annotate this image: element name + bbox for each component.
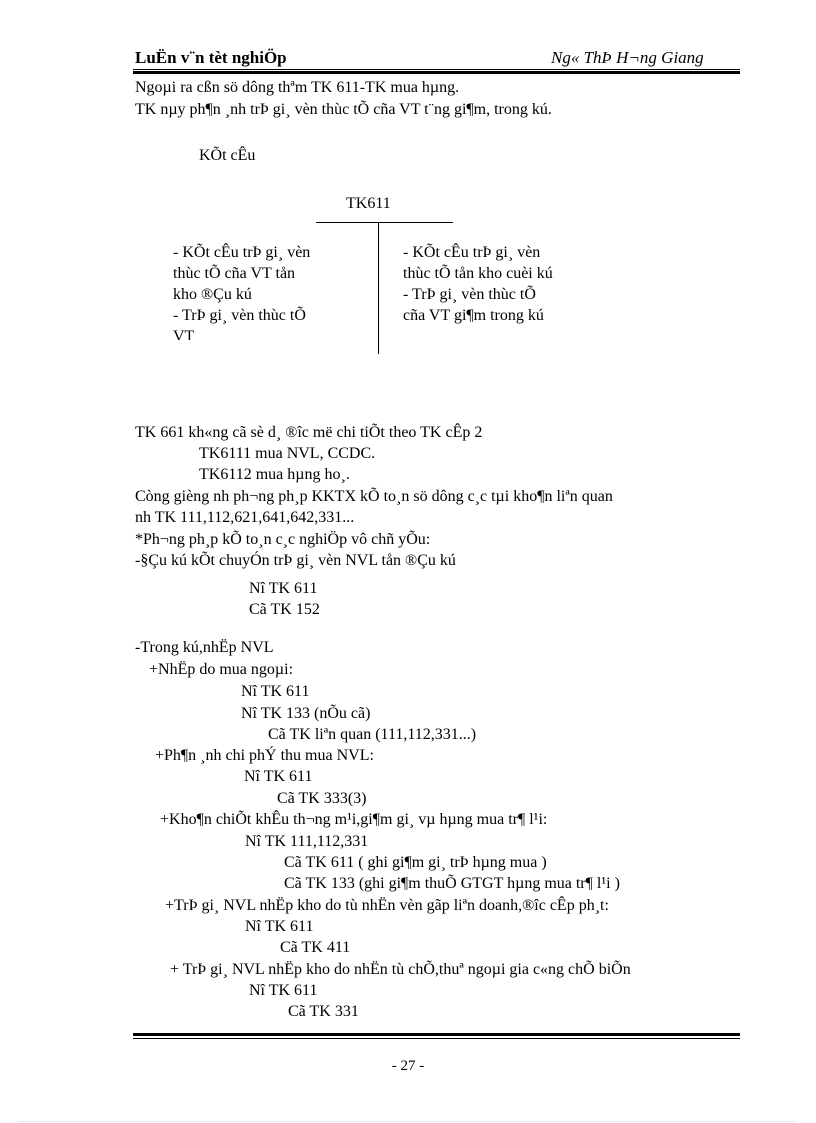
t-account-vertical-line <box>378 222 379 354</box>
debit-line: kho ®Çu kú <box>173 286 252 303</box>
body-line: + TrÞ gi¸ NVL nhËp kho do nhËn tù chÕ,thuª ngoµi gia c«ng chÕ biÕn <box>170 961 631 978</box>
body-line: +Ph¶n ¸nh chi phÝ thu mua NVL: <box>155 747 374 764</box>
page-number: - 27 - <box>391 1058 425 1074</box>
body-line: TK 661 kh«ng cã sè d¸ ®îc më chi tiÕt theo TK cÊp 2 <box>135 424 483 441</box>
body-line: Nî TK 611 <box>249 982 318 999</box>
body-line: Nî TK 133 (nÕu cã) <box>241 705 371 722</box>
intro-line-1: Ngoµi ra cßn sö dông thªm TK 611-TK mua hµng. <box>135 79 460 96</box>
body-line: Cã TK 611 ( ghi gi¶m gi¸ trÞ hµng mua ) <box>284 854 547 871</box>
body-line: Nî TK 611 <box>244 768 313 785</box>
header-rule-thick <box>133 71 740 74</box>
body-line: Nî TK 111,112,331 <box>245 833 369 850</box>
body-line: Cã TK 333(3) <box>277 790 367 807</box>
intro-line-2: TK nµy ph¶n ¸nh trÞ gi¸ vèn thùc tÕ cña VT t¨ng gi¶m, trong kú. <box>135 101 552 118</box>
body-line: +Kho¶n chiÕt khÊu th¬ng m¹i,gi¶m gi¸ vµ hµng mua tr¶ l¹i: <box>160 811 548 828</box>
body-line: *Ph¬ng ph¸p kÕ to¸n c¸c nghiÖp vô chñ yÕu: <box>135 531 431 548</box>
footer-rule-thin <box>133 1038 740 1039</box>
body-line: Nî TK 611 <box>245 918 314 935</box>
body-line: Cã TK 411 <box>280 939 351 956</box>
body-line: -§Çu kú kÕt chuyÓn trÞ gi¸ vèn NVL tån ®Çu kú <box>135 552 456 569</box>
header-thesis-title: LuËn v¨n tèt nghiÖp <box>135 48 287 67</box>
credit-line: cña VT gi¶m trong kú <box>403 307 544 324</box>
body-line: Nî TK 611 <box>241 683 310 700</box>
header-author-name: Ng« ThÞ H¬ng Giang <box>551 48 704 67</box>
t-account-title: TK611 <box>346 195 391 212</box>
body-line: Còng gièng nh ph¬ng ph¸p KKTX kÕ to¸n sö dông c¸c tµi kho¶n liªn quan <box>135 488 613 505</box>
body-line: Nî TK 611 <box>249 580 318 597</box>
page-edge-dotted-line <box>20 1121 796 1122</box>
body-line: Cã TK 331 <box>288 1003 359 1020</box>
body-line: Cã TK 152 <box>249 601 320 615</box>
body-line: Cã TK liªn quan (111,112,331...) <box>268 726 477 743</box>
header-rule-thin <box>133 69 740 70</box>
t-account-horizontal-line <box>316 222 453 223</box>
body-line: TK6111 mua NVL, CCDC. <box>199 445 376 462</box>
body-line: nh TK 111,112,621,641,642,331... <box>135 509 355 526</box>
debit-line: - KÕt cÊu trÞ gi¸ vèn <box>173 244 311 261</box>
debit-line: - TrÞ gi¸ vèn thùc tÕ <box>173 307 306 324</box>
t-account-credit-side <box>403 242 633 326</box>
body-line: -Trong kú,nhËp NVL <box>135 639 274 656</box>
credit-line: - KÕt cÊu trÞ gi¸ vèn <box>403 244 541 261</box>
credit-line: - TrÞ gi¸ vèn thùc tÕ <box>403 286 536 303</box>
body-line: Cã TK 133 (ghi gi¶m thuÕ GTGT hµng mua tr¶ l¹i ) <box>284 875 620 892</box>
structure-label: KÕt cÊu <box>199 147 256 164</box>
body-line: +NhËp do mua ngoµi: <box>149 661 294 678</box>
body-line: TK6112 mua hµng ho¸. <box>199 466 350 483</box>
debit-line: thùc tÕ cña VT tån <box>173 265 296 282</box>
credit-line: thùc tÕ tån kho cuèi kú <box>403 265 553 282</box>
footer-rule-thick <box>133 1033 740 1036</box>
t-account-debit-side <box>173 242 373 340</box>
debit-line: VT <box>173 328 195 340</box>
body-line: +TrÞ gi¸ NVL nhËp kho do tù nhËn vèn gãp liªn doanh,®îc cÊp ph¸t: <box>165 897 609 914</box>
